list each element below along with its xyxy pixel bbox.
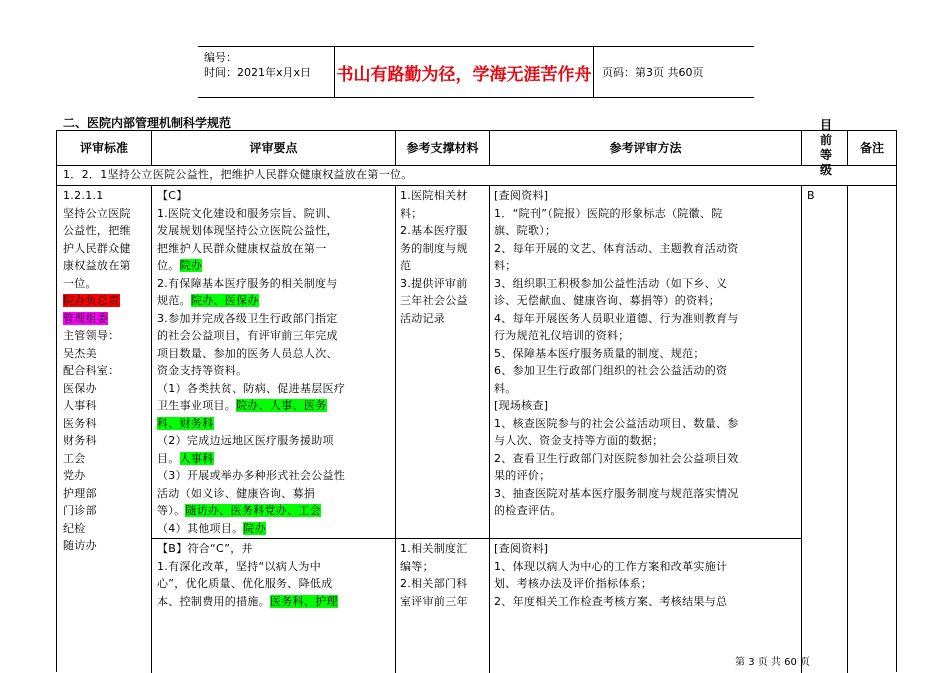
header-meta [198, 47, 335, 97]
number-label: 编号： [204, 51, 237, 64]
page-footer: 第 3 页 共 60 页 [735, 657, 810, 668]
points-c-cell: 【C】 1.医院文化建设和服务宗旨、院训、 发展规划体现坚持公立医院公益性， 把维护人民群众健康权益放在第一 位。院办 2.有保障基本医疗服务的相关制度与 规范。院办、医保办 3.参加并完成各级卫生行政部门指定 的社会公益项目，有评审前三年完成 项目数量、参加的医务人员总人次、 资金支持等资料。 （1）各类扶贫、防病、促进基层医疗 卫生事业项目。院办、人事、医务 科、财务科 （2）完成边远地区医疗服务援助项 目。人事科 （3）开展或举办多种形式社会公益性 活动（如义诊、健康咨询、募捐 等）。随访办、医务科党办、工会 （4）其他项目。院办 [157, 189, 346, 535]
standard-id: 1.2.1.1 [63, 189, 104, 202]
points-b-cell: 【B】符合“C”，并 1.有深化改革，坚持“以病人为中 心”，优化质量、优化服务、降低成 本、控制费用的措施。医务科、护理 [157, 542, 338, 608]
tag-highlight: 院办、医保办 [190, 294, 259, 307]
method-b-cell: [查阅资料] 1、体现以病人为中心的工作方案和改革实施计 划、考核办法及评价指标体系； 2、年度相关工作检查考核方案、考核结果与总 [494, 542, 728, 608]
tag-highlight: 院办 [179, 259, 203, 272]
header-page-label: 页码：第3页 共60页 [602, 66, 704, 79]
standard-cell: 1.2.1.1 坚持公立医院 公益性，把维 护人民群众健 康权益放在第 一位。 院办负总责 管理组委 主管领导： 吴杰美 配合科室： 医保办 人事科 医务科 财务科 工会 党办 护理部 门诊部 纪检 随访办 [63, 189, 131, 552]
tag-highlight: 院办、人事、医务 [236, 399, 327, 412]
dept-red-badge: 院办负总责 [63, 294, 120, 307]
method-c-cell: [查阅资料] 1．“院刊”（院报）医院的形象标志（院徽、院 旗、院歌）； 2、每年开展的文艺、体育活动、主题教育活动资 料； 3、组织职工积极参加公益性活动（如下乡、义 诊、无偿献血、健康咨询、募捐等）的资料； 4、每年开展医务人员职业道德、行为准则教育与 行为规范礼仪培训的资料； 5、保障基本医疗服务质量的制度、规范； 6、参加卫生行政部门组织的社会公益活动的资 料。 [现场核查] 1、核查医院参与的社会公益活动项目、数量、参 与人次、资金支持等方面的数据； 2、查看卫生行政部门对医院参加社会公益项目效 果的评价； 3、抽查医院对基本医疗服务制度与规范落实情况 的检查评估。 [494, 189, 739, 517]
tag-highlight: 科、财务科 [157, 416, 214, 430]
col-header-points: 评审要点 [249, 140, 298, 155]
col-header-materials: 参考支撑材料 [406, 140, 479, 155]
table-subtitle-row: 1．2．1坚持公立医院公益性，把维护人民群众健康权益放在第一位。 [63, 168, 413, 181]
tag-highlight: 医务科、护理 [270, 594, 338, 608]
dept-magenta-badge: 管理组委 [63, 311, 109, 325]
col-header-method: 参考评审方法 [609, 140, 682, 155]
tag-highlight: 院办 [243, 521, 267, 535]
tag-highlight: 随访办、医务科党办、工会 [185, 504, 322, 517]
header-motto: 书山有路勤为径，学海无涯苦作舟 [335, 47, 594, 97]
materials-c-cell: 1.医院相关材 料； 2.基本医疗服 务的制度与规 范 3.提供评审前 三年社会公益 活动记录 [400, 189, 468, 325]
grade-cell: B [807, 189, 815, 202]
tag-highlight: 人事科 [179, 451, 214, 465]
col-header-grade: 目前等级 [819, 118, 832, 177]
col-header-standard: 评审标准 [79, 140, 128, 155]
materials-b-cell: 1.相关制度汇 编等； 2.相关部门科 室评审前三年 [400, 542, 468, 608]
section-title: 二、医院内部管理机制科学规范 [63, 116, 232, 130]
page-header [198, 46, 754, 98]
col-header-remarks: 备注 [859, 140, 884, 155]
time-label: 时间：2021年x月x日 [204, 66, 312, 79]
